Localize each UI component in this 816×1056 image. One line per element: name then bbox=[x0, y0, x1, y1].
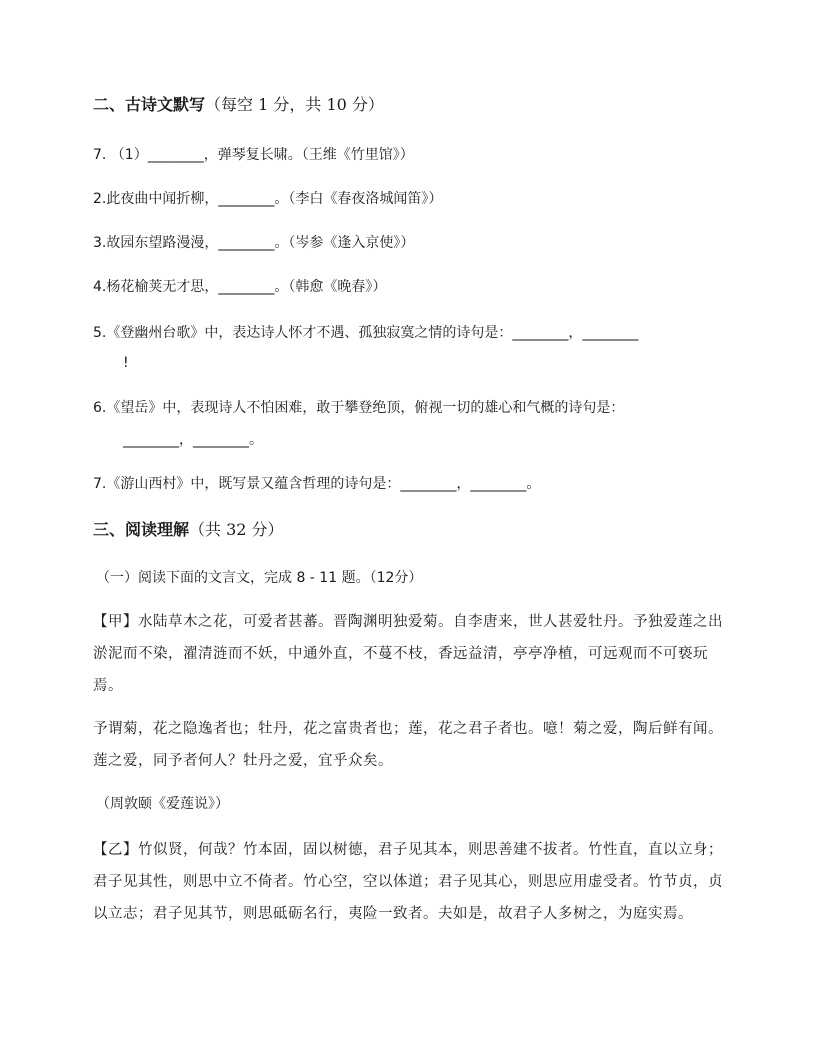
passage-jia-paragraph-1: 【甲】水陆草木之花，可爱者甚蕃。晋陶渊明独爱菊。自李唐来，世人甚爱牡丹。予独爱莲之出淤泥而不染，濯清涟而不妖，中通外直，不蔓不枝，香远益清，亭亭净植，可远观而不可亵玩焉。 bbox=[93, 614, 723, 694]
passage-jia-source: （周敦颐《爱莲说》） bbox=[96, 796, 229, 812]
question-5: 5.《登幽州台歌》中，表达诗人怀才不遇、孤独寂寞之情的诗句是：________，________ bbox=[93, 325, 639, 341]
question-7-1: 7. （1）________，弹琴复长啸。（王维《竹里馆》） bbox=[93, 147, 414, 163]
passage-yi-paragraph-1: 【乙】竹似贤，何哉？竹本固，固以树德，君子见其本，则思善建不拔者。竹性直，直以立身；君子见其性，则思中立不倚者。竹心空，空以体道；君子见其心，则思应用虚受者。竹节贞，贞以立志；君子见其节，则思砥砺名行，夷险一致者。夫如是，故君子人多树之，为庭实焉。 bbox=[93, 842, 723, 922]
section-2-score-note: （每空 1 分，共 10 分） bbox=[205, 95, 384, 114]
section-3-score-note: （共 32 分） bbox=[189, 520, 284, 539]
question-4: 4.杨花榆荚无才思，________。（韩愈《晚春》） bbox=[93, 279, 387, 295]
question-2: 2.此夜曲中闻折柳，________。（李白《春夜洛城闻笛》） bbox=[93, 191, 443, 207]
question-6-blanks: ________，________。 bbox=[123, 432, 263, 448]
question-3: 3.故园东望路漫漫，________。（岑参《逢入京使》） bbox=[93, 235, 415, 251]
question-5-continuation: ! bbox=[123, 355, 129, 371]
section-3-title: 三、阅读理解 bbox=[93, 520, 190, 539]
question-6: 6.《望岳》中，表现诗人不怕困难，敢于攀登绝顶，俯视一切的雄心和气概的诗句是： bbox=[93, 400, 625, 416]
reading-intro: （一）阅读下面的文言文，完成 8 - 11 题。（12分） bbox=[96, 570, 423, 586]
section-2-title: 二、古诗文默写 bbox=[93, 95, 206, 114]
passage-jia-paragraph-2: 予谓菊，花之隐逸者也；牡丹，花之富贵者也；莲，花之君子者也。噫！菊之爱，陶后鲜有闻。莲之爱，同予者何人？牡丹之爱，宜乎众矣。 bbox=[93, 721, 723, 769]
section-2-heading bbox=[93, 94, 384, 116]
question-7: 7.《游山西村》中，既写景又蕴含哲理的诗句是：________，________。 bbox=[93, 476, 541, 492]
section-3-heading bbox=[93, 519, 284, 541]
